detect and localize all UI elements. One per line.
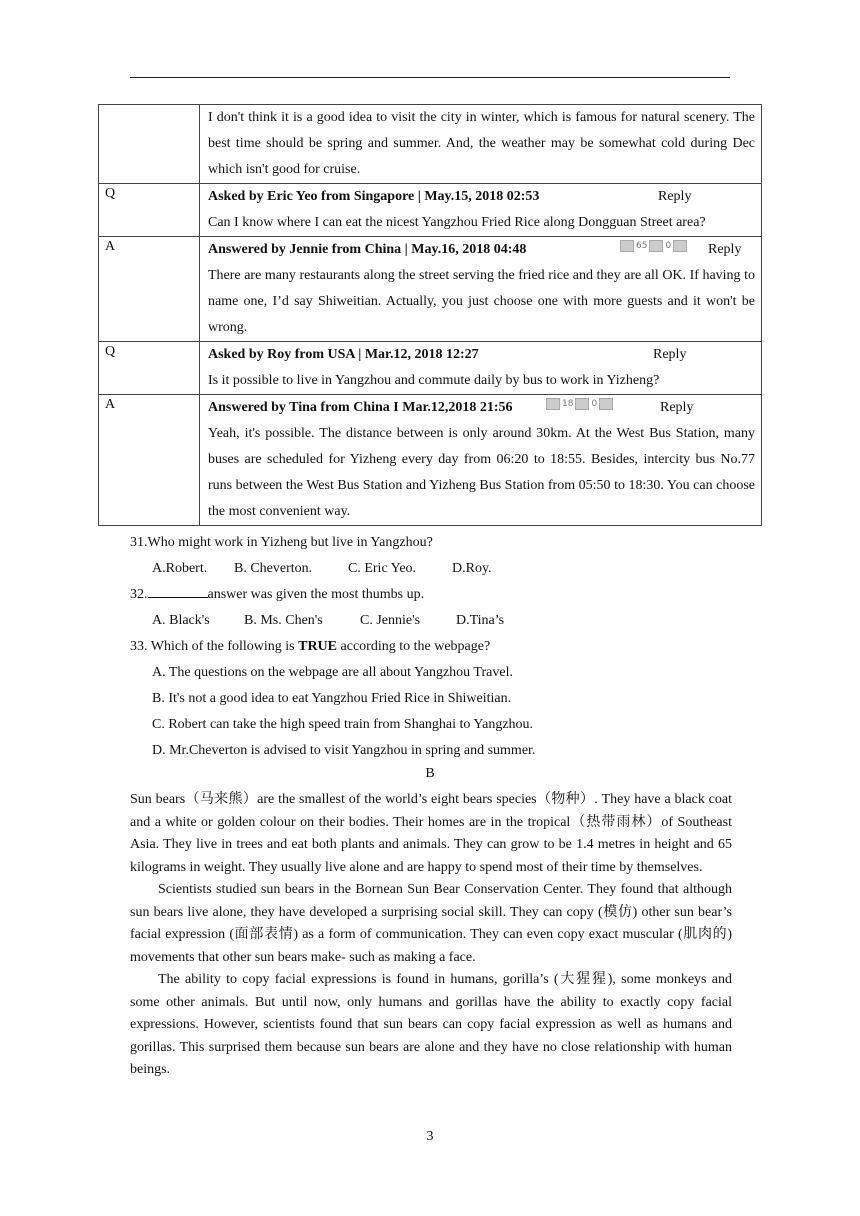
passage-paragraph: The ability to copy facial expressions is found in humans, gorilla’s (大猩猩), some monkeys and some other animals. But until now, only humans and gorillas have the ability to exactly copy facial expressions. However, scientists found that sun bears can copy facial expression as well as humans and gorillas. This surprised them because sun bears are alone and they have no close relationship with human beings. xyxy=(130,972,732,1077)
question-text: Is it possible to live in Yangzhou and commute daily by bus to work in Yizheng? xyxy=(208,373,660,388)
question-32-stem xyxy=(130,582,740,608)
question-33-stem xyxy=(130,634,740,660)
option-d: D.Roy. xyxy=(452,561,492,576)
answer-text: I don't think it is a good idea to visit the city in winter, which is famous for natural scenery. The best time should be spring and summer. And, the weather may be somewhat cold during Dec which isn't good for cruise. xyxy=(200,105,762,184)
row-type: A xyxy=(99,395,200,526)
thumbs-up-count: 65 xyxy=(636,241,648,251)
option-b: B. Cheverton. xyxy=(234,561,313,576)
reply-link[interactable]: Reply xyxy=(658,189,692,204)
option-a: A. The questions on the webpage are all about Yangzhou Travel. xyxy=(152,665,513,680)
option-a: A.Robert. xyxy=(152,561,208,576)
questions xyxy=(130,530,740,764)
row-type xyxy=(99,105,200,184)
table-row xyxy=(99,184,762,237)
option-b: B. It's not a good idea to eat Yangzhou Fried Rice in Shiweitian. xyxy=(152,691,512,706)
reply-link[interactable]: Reply xyxy=(708,242,742,257)
question-header: Asked by Roy from USA | Mar.12, 2018 12:27 xyxy=(208,347,479,362)
header-rule xyxy=(130,77,730,78)
comment-icon[interactable] xyxy=(673,240,687,252)
option-c: C. Robert can take the high speed train from Shanghai to Yangzhou. xyxy=(152,717,534,732)
question-33-pre: 33. Which of the following is xyxy=(130,639,299,654)
answer-text: There are many restaurants along the street serving the fried rice and they are all OK. If having to name one, I’d say Shiweitian. Actually, you just choose one with more guests and it won't be wrong. xyxy=(208,268,755,335)
passage-paragraph: Sun bears（马来熊）are the smallest of the world’s eight bears species（物种）. They have a black coat and a white or golden colour on their bodies. Their homes are in the tropical（热带雨林）of Southeast Asia. They live in trees and eat both plants and animals. They can grow to be 1.4 metres in height and 65 kilograms in weight. They usually live alone and are happy to spend most of their time by themselves. xyxy=(130,792,732,875)
qa-table xyxy=(98,104,762,526)
question-31-stem: 31.Who might work in Yizheng but live in Yangzhou? xyxy=(130,535,433,550)
row-type: A xyxy=(99,237,200,342)
passage-paragraph: Scientists studied sun bears in the Bornean Sun Bear Conservation Center. They found that although sun bears live alone, they have developed a surprising social skill. They can copy (模仿) other sun bear’s facial expression (面部表情) as a form of communication. They can even copy exact muscular (肌肉的) movements that other sun bears make- such as making a face. xyxy=(130,882,732,965)
vote-widget xyxy=(546,397,613,411)
thumbs-down-icon[interactable] xyxy=(649,240,663,252)
question-31-options xyxy=(130,556,740,582)
option-c: C. Eric Yeo. xyxy=(348,561,417,576)
reply-link[interactable]: Reply xyxy=(653,347,687,362)
vote-widget xyxy=(620,239,687,253)
thumbs-down-count: 0 xyxy=(591,399,598,409)
option-a: A. Black's xyxy=(152,613,210,628)
reading-passage xyxy=(130,789,732,1082)
table-row xyxy=(99,395,762,526)
question-32-text: answer was given the most thumbs up. xyxy=(207,587,425,602)
page-number: 3 xyxy=(426,1129,434,1144)
section-label: B xyxy=(425,766,435,781)
answer-blank xyxy=(148,583,208,598)
row-type: Q xyxy=(99,342,200,395)
row-type: Q xyxy=(99,184,200,237)
option-b: B. Ms. Chen's xyxy=(244,613,323,628)
thumbs-up-icon[interactable] xyxy=(546,398,560,410)
question-header: Asked by Eric Yeo from Singapore | May.15, 2018 02:53 xyxy=(208,189,540,204)
question-32-number: 32. xyxy=(130,587,148,602)
option-d: D. Mr.Cheverton is advised to visit Yangzhou in spring and summer. xyxy=(152,743,536,758)
comment-icon[interactable] xyxy=(599,398,613,410)
option-d: D.Tina’s xyxy=(456,613,505,628)
answer-header: Answered by Tina from China I Mar.12,2018 21:56 xyxy=(208,400,513,415)
table-row xyxy=(99,342,762,395)
thumbs-up-icon[interactable] xyxy=(620,240,634,252)
table-row xyxy=(99,237,762,342)
question-33-emphasis: TRUE xyxy=(298,639,338,654)
option-c: C. Jennie's xyxy=(360,613,421,628)
question-33-post: according to the webpage? xyxy=(337,639,491,654)
reply-link[interactable]: Reply xyxy=(660,400,694,415)
answer-header: Answered by Jennie from China | May.16, 2018 04:48 xyxy=(208,242,527,257)
thumbs-down-icon[interactable] xyxy=(575,398,589,410)
thumbs-down-count: 0 xyxy=(665,241,672,251)
table-row xyxy=(99,105,762,184)
answer-text: Yeah, it's possible. The distance between is only around 30km. At the West Bus Station, many buses are scheduled for Yizheng every day from 06:20 to 18:55. Besides, intercity bus No.77 runs between the West Bus Station and Yizheng Bus Station from 05:50 to 18:30. You can choose the most convenient way. xyxy=(208,426,755,519)
question-32-options xyxy=(130,608,740,634)
question-text: Can I know where I can eat the nicest Yangzhou Fried Rice along Dongguan Street area? xyxy=(208,215,706,230)
thumbs-up-count: 18 xyxy=(562,399,574,409)
